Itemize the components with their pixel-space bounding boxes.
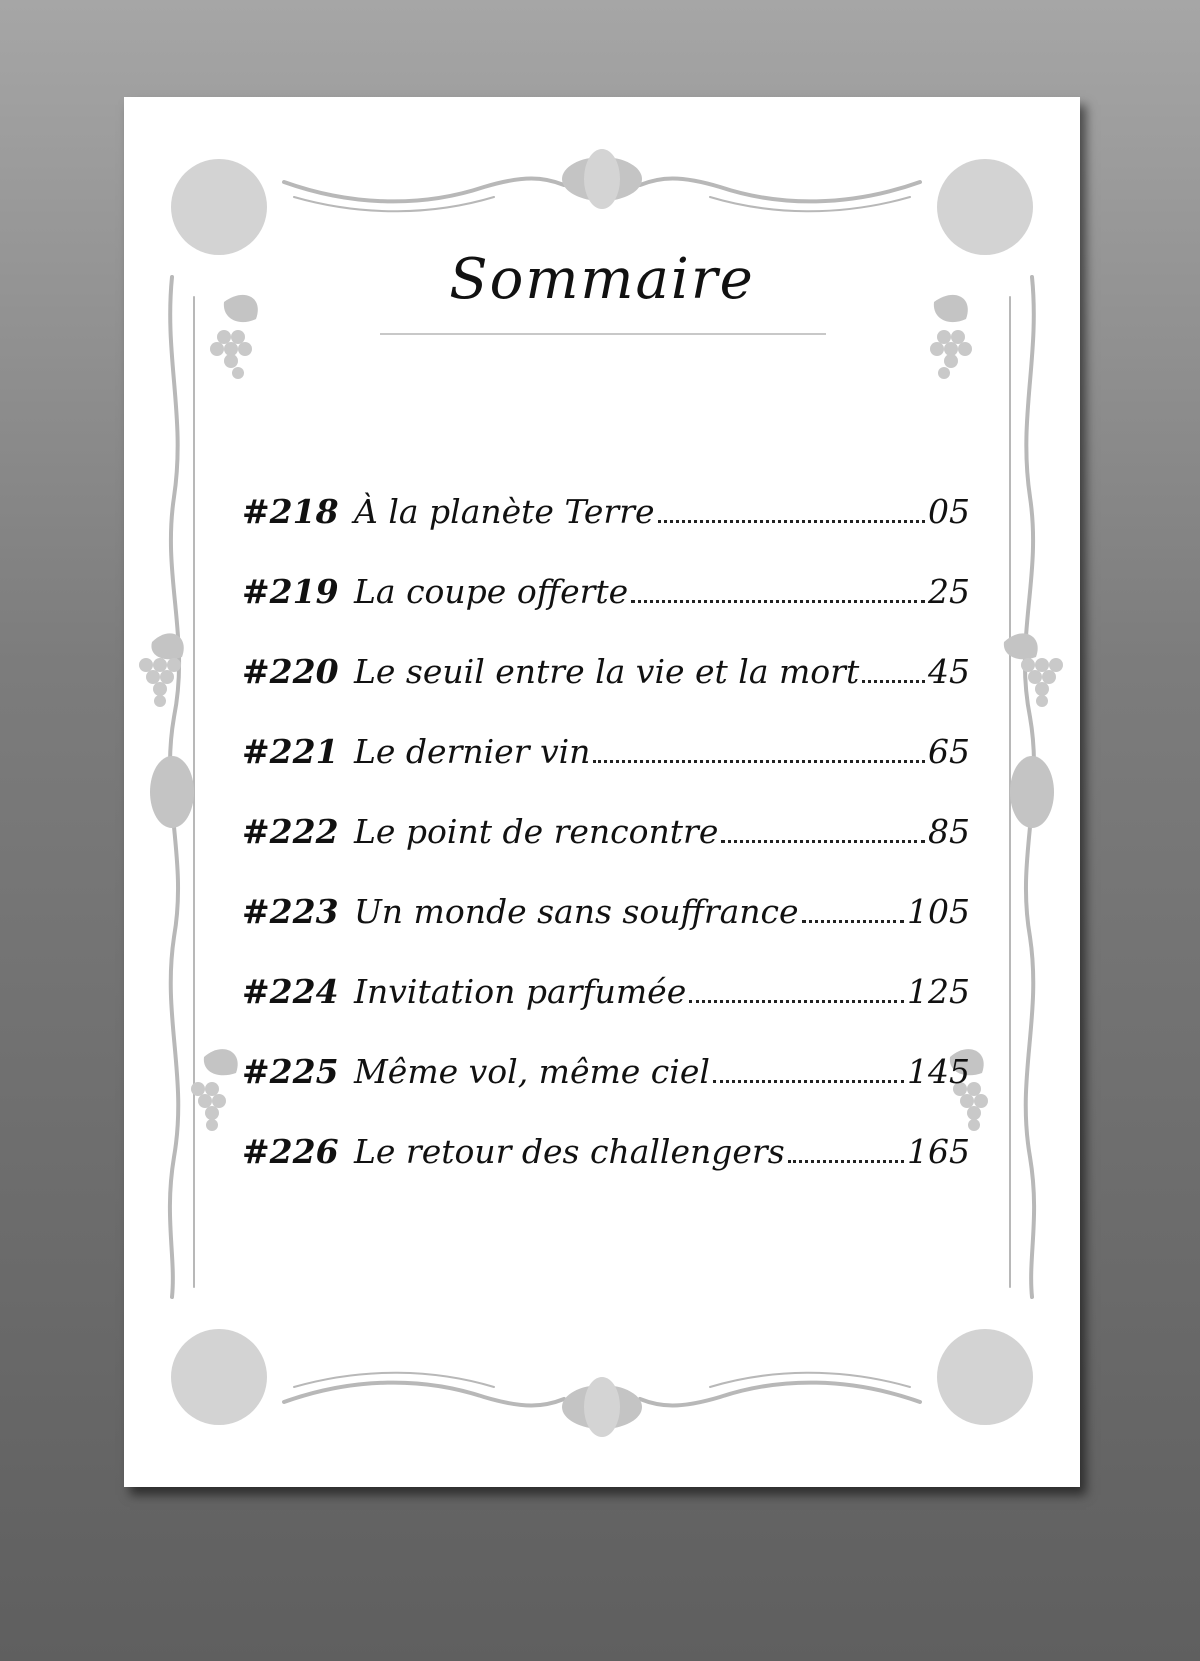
chapter-title: Même vol, même ciel bbox=[354, 1052, 710, 1091]
page-number: 145 bbox=[907, 1052, 970, 1091]
dot-leader bbox=[713, 1079, 904, 1083]
document-page bbox=[124, 97, 1080, 1487]
chapter-number: #219 bbox=[242, 572, 339, 611]
dot-leader bbox=[788, 1159, 904, 1163]
chapter-title: Le retour des challengers bbox=[354, 1132, 785, 1171]
chapter-number: #226 bbox=[242, 1132, 339, 1171]
toc-entry bbox=[242, 972, 970, 1052]
dot-leader bbox=[593, 759, 925, 763]
toc-entry bbox=[242, 652, 970, 732]
page-number: 105 bbox=[907, 892, 970, 931]
toc-entry bbox=[242, 732, 970, 812]
chapter-number: #224 bbox=[242, 972, 339, 1011]
toc-entry bbox=[242, 1052, 970, 1132]
toc-entry bbox=[242, 892, 970, 972]
toc-entry bbox=[242, 572, 970, 652]
chapter-title: Le point de rencontre bbox=[354, 812, 719, 851]
chapter-number: #223 bbox=[242, 892, 339, 931]
title-underline bbox=[380, 333, 826, 335]
table-of-contents bbox=[242, 492, 970, 1212]
page-number: 45 bbox=[928, 652, 970, 691]
page-number: 85 bbox=[928, 812, 970, 851]
dot-leader bbox=[721, 839, 925, 843]
dot-leader bbox=[802, 919, 904, 923]
toc-entry bbox=[242, 812, 970, 892]
page-title: Sommaire bbox=[449, 247, 755, 312]
page-number: 25 bbox=[928, 572, 970, 611]
chapter-number: #220 bbox=[242, 652, 339, 691]
chapter-title: Le seuil entre la vie et la mort bbox=[354, 652, 860, 691]
page-number: 05 bbox=[928, 492, 970, 531]
dot-leader bbox=[658, 519, 925, 523]
dot-leader bbox=[862, 679, 925, 683]
chapter-number: #218 bbox=[242, 492, 339, 531]
toc-entry bbox=[242, 492, 970, 572]
chapter-number: #222 bbox=[242, 812, 339, 851]
dot-leader bbox=[689, 999, 904, 1003]
chapter-number: #221 bbox=[242, 732, 339, 771]
chapter-title: Invitation parfumée bbox=[354, 972, 687, 1011]
chapter-title: Un monde sans souffrance bbox=[354, 892, 799, 931]
dot-leader bbox=[631, 599, 925, 603]
page-number: 65 bbox=[928, 732, 970, 771]
page-number: 125 bbox=[907, 972, 970, 1011]
page-number: 165 bbox=[907, 1132, 970, 1171]
chapter-title: Le dernier vin bbox=[354, 732, 591, 771]
chapter-title: La coupe offerte bbox=[354, 572, 629, 611]
chapter-number: #225 bbox=[242, 1052, 339, 1091]
toc-entry bbox=[242, 1132, 970, 1212]
chapter-title: À la planète Terre bbox=[354, 492, 655, 531]
